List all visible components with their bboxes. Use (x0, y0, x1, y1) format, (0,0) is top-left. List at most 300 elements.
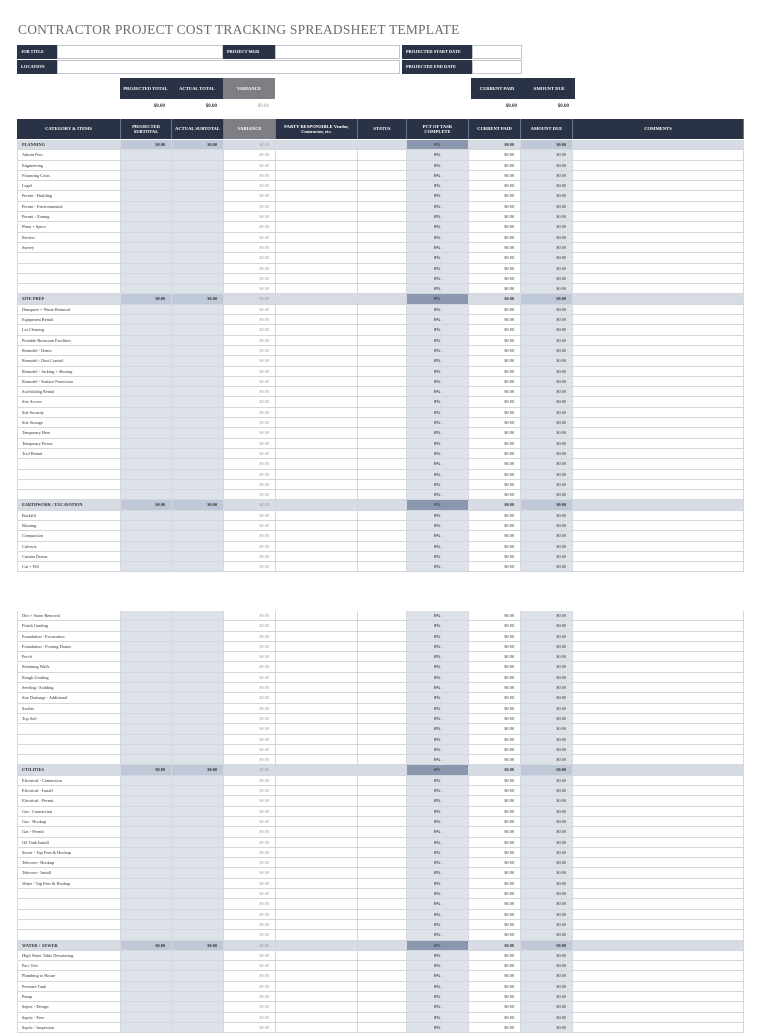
current-paid-cell[interactable]: $0.00 (469, 951, 521, 960)
projected-cell[interactable] (121, 951, 172, 960)
actual-cell[interactable] (172, 449, 224, 458)
actual-cell[interactable] (172, 274, 224, 283)
actual-cell[interactable] (172, 336, 224, 345)
projected-cell[interactable] (121, 552, 172, 561)
status-cell[interactable] (358, 470, 407, 479)
party-responsible-cell[interactable] (276, 336, 358, 345)
actual-cell[interactable] (172, 397, 224, 406)
projected-cell[interactable] (121, 683, 172, 692)
comments-cell[interactable] (573, 542, 744, 551)
current-paid-cell[interactable]: $0.00 (469, 562, 521, 571)
item-name[interactable]: Site Drainage - Additional (17, 693, 121, 702)
item-name[interactable] (17, 930, 121, 939)
comments-cell[interactable] (573, 150, 744, 159)
actual-cell[interactable] (172, 1002, 224, 1011)
comments-cell[interactable] (573, 858, 744, 867)
projected-cell[interactable] (121, 930, 172, 939)
actual-cell[interactable] (172, 253, 224, 262)
item-name[interactable]: Engineering (17, 161, 121, 170)
item-name[interactable]: Scaffolding Rental (17, 387, 121, 396)
status-cell[interactable] (358, 920, 407, 929)
item-name[interactable]: Temporary Power (17, 439, 121, 448)
comments-cell[interactable] (573, 336, 744, 345)
party-responsible-cell[interactable] (276, 284, 358, 293)
actual-cell[interactable] (172, 408, 224, 417)
party-responsible-cell[interactable] (276, 1013, 358, 1022)
item-name[interactable]: Blasting (17, 521, 121, 530)
projected-cell[interactable] (121, 1002, 172, 1011)
actual-cell[interactable] (172, 325, 224, 334)
item-name[interactable]: Foundation - Footing Drains (17, 642, 121, 651)
project-mgr-field[interactable] (275, 45, 400, 59)
item-name[interactable] (17, 490, 121, 499)
current-paid-cell[interactable]: $0.00 (469, 693, 521, 702)
projected-cell[interactable] (121, 274, 172, 283)
current-paid-cell[interactable]: $0.00 (469, 284, 521, 293)
comments-cell[interactable] (573, 428, 744, 437)
actual-cell[interactable] (172, 212, 224, 221)
item-name[interactable]: Plans + Specs (17, 222, 121, 231)
current-paid-cell[interactable]: $0.00 (469, 961, 521, 970)
current-paid-cell[interactable]: $0.00 (469, 848, 521, 857)
projected-subtotal-cell[interactable]: $0.00 (121, 765, 172, 774)
projected-cell[interactable] (121, 827, 172, 836)
comments-cell[interactable] (573, 735, 744, 744)
projected-cell[interactable] (121, 397, 172, 406)
current-paid-cell[interactable]: $0.00 (469, 992, 521, 1001)
current-paid-cell[interactable]: $0.00 (469, 673, 521, 682)
status-cell[interactable] (358, 796, 407, 805)
actual-cell[interactable] (172, 755, 224, 764)
status-cell[interactable] (358, 817, 407, 826)
actual-cell[interactable] (172, 377, 224, 386)
party-responsible-cell[interactable] (276, 693, 358, 702)
section-name[interactable]: EARTHWORK / EXCAVATION (17, 500, 121, 509)
party-responsible-cell[interactable] (276, 642, 358, 651)
actual-cell[interactable] (172, 305, 224, 314)
actual-cell[interactable] (172, 418, 224, 427)
status-cell[interactable] (358, 531, 407, 540)
party-responsible-cell[interactable] (276, 439, 358, 448)
status-cell[interactable] (358, 480, 407, 489)
party-responsible-cell[interactable] (276, 673, 358, 682)
party-responsible-cell[interactable] (276, 807, 358, 816)
projected-cell[interactable] (121, 879, 172, 888)
current-paid-cell[interactable]: $0.00 (469, 222, 521, 231)
status-cell[interactable] (358, 621, 407, 630)
projected-cell[interactable] (121, 284, 172, 293)
item-name[interactable] (17, 274, 121, 283)
projected-cell[interactable] (121, 920, 172, 929)
item-name[interactable]: Review (17, 233, 121, 242)
item-name[interactable]: Culverts (17, 542, 121, 551)
current-paid-cell[interactable]: $0.00 (469, 724, 521, 733)
current-paid-cell[interactable]: $0.00 (469, 202, 521, 211)
current-paid-cell[interactable]: $0.00 (469, 817, 521, 826)
party-responsible-cell[interactable] (276, 222, 358, 231)
party-responsible-cell[interactable] (276, 511, 358, 520)
status-cell[interactable] (358, 418, 407, 427)
status-cell[interactable] (358, 992, 407, 1001)
item-name[interactable]: Tool Rental (17, 449, 121, 458)
current-paid-cell[interactable]: $0.00 (469, 765, 521, 774)
item-name[interactable]: Portable Restroom Facilities (17, 336, 121, 345)
party-responsible-cell[interactable] (276, 879, 358, 888)
current-paid-cell[interactable]: $0.00 (469, 1013, 521, 1022)
status-cell[interactable] (358, 662, 407, 671)
status-cell[interactable] (358, 171, 407, 180)
projected-cell[interactable] (121, 243, 172, 252)
actual-cell[interactable] (172, 387, 224, 396)
status-cell[interactable] (358, 325, 407, 334)
item-name[interactable] (17, 724, 121, 733)
item-name[interactable]: Remodel - Demo (17, 346, 121, 355)
projected-cell[interactable] (121, 992, 172, 1001)
comments-cell[interactable] (573, 632, 744, 641)
projected-cell[interactable] (121, 521, 172, 530)
party-responsible-cell[interactable] (276, 315, 358, 324)
projected-cell[interactable] (121, 1013, 172, 1022)
status-cell[interactable] (358, 776, 407, 785)
projected-cell[interactable] (121, 202, 172, 211)
comments-cell[interactable] (573, 212, 744, 221)
current-paid-cell[interactable]: $0.00 (469, 387, 521, 396)
status-cell[interactable] (358, 181, 407, 190)
comments-cell[interactable] (573, 621, 744, 630)
current-paid-cell[interactable]: $0.00 (469, 827, 521, 836)
party-responsible-cell[interactable] (276, 542, 358, 551)
projected-cell[interactable] (121, 377, 172, 386)
comments-cell[interactable] (573, 439, 744, 448)
actual-cell[interactable] (172, 552, 224, 561)
projected-cell[interactable] (121, 315, 172, 324)
item-name[interactable] (17, 889, 121, 898)
party-responsible-cell[interactable] (276, 786, 358, 795)
item-name[interactable]: Permit - Environmental (17, 202, 121, 211)
projected-subtotal-cell[interactable]: $0.00 (121, 500, 172, 509)
current-paid-cell[interactable]: $0.00 (469, 408, 521, 417)
comments-cell[interactable] (573, 562, 744, 571)
projected-cell[interactable] (121, 171, 172, 180)
current-paid-cell[interactable]: $0.00 (469, 662, 521, 671)
actual-cell[interactable] (172, 868, 224, 877)
projected-cell[interactable] (121, 858, 172, 867)
actual-cell[interactable] (172, 714, 224, 723)
comments-cell[interactable] (573, 910, 744, 919)
party-responsible-cell[interactable] (276, 724, 358, 733)
current-paid-cell[interactable]: $0.00 (469, 858, 521, 867)
current-paid-cell[interactable]: $0.00 (469, 521, 521, 530)
comments-cell[interactable] (573, 961, 744, 970)
projected-cell[interactable] (121, 704, 172, 713)
actual-subtotal-cell[interactable]: $0.00 (172, 140, 224, 149)
item-name[interactable]: Pressure Tank (17, 982, 121, 991)
actual-cell[interactable] (172, 642, 224, 651)
party-responsible-cell[interactable] (276, 858, 358, 867)
actual-cell[interactable] (172, 807, 224, 816)
party-responsible-cell[interactable] (276, 212, 358, 221)
comments-cell[interactable] (573, 889, 744, 898)
current-paid-cell[interactable]: $0.00 (469, 868, 521, 877)
status-cell[interactable] (358, 346, 407, 355)
projected-cell[interactable] (121, 807, 172, 816)
current-paid-cell[interactable]: $0.00 (469, 480, 521, 489)
actual-cell[interactable] (172, 346, 224, 355)
actual-cell[interactable] (172, 367, 224, 376)
current-paid-cell[interactable]: $0.00 (469, 140, 521, 149)
current-paid-cell[interactable]: $0.00 (469, 531, 521, 540)
party-responsible-cell[interactable] (276, 714, 358, 723)
projected-cell[interactable] (121, 982, 172, 991)
item-name[interactable]: Perc Test (17, 961, 121, 970)
party-responsible-cell[interactable] (276, 776, 358, 785)
party-responsible-cell[interactable] (276, 521, 358, 530)
comments-cell[interactable] (573, 982, 744, 991)
actual-cell[interactable] (172, 459, 224, 468)
status-cell[interactable] (358, 439, 407, 448)
actual-cell[interactable] (172, 222, 224, 231)
actual-cell[interactable] (172, 817, 224, 826)
party-responsible-cell[interactable] (276, 971, 358, 980)
actual-cell[interactable] (172, 233, 224, 242)
comments-cell[interactable] (573, 500, 744, 509)
current-paid-cell[interactable]: $0.00 (469, 500, 521, 509)
current-paid-cell[interactable]: $0.00 (469, 459, 521, 468)
party-responsible-cell[interactable] (276, 387, 358, 396)
projected-cell[interactable] (121, 233, 172, 242)
actual-cell[interactable] (172, 161, 224, 170)
current-paid-cell[interactable]: $0.00 (469, 714, 521, 723)
actual-cell[interactable] (172, 621, 224, 630)
status-cell[interactable] (358, 971, 407, 980)
comments-cell[interactable] (573, 191, 744, 200)
status-cell[interactable] (358, 150, 407, 159)
actual-cell[interactable] (172, 264, 224, 273)
status-cell[interactable] (358, 765, 407, 774)
current-paid-cell[interactable]: $0.00 (469, 191, 521, 200)
comments-cell[interactable] (573, 161, 744, 170)
status-cell[interactable] (358, 858, 407, 867)
current-paid-cell[interactable]: $0.00 (469, 171, 521, 180)
projected-cell[interactable] (121, 264, 172, 273)
section-name[interactable]: PLANNING (17, 140, 121, 149)
projected-cell[interactable] (121, 848, 172, 857)
current-paid-cell[interactable]: $0.00 (469, 971, 521, 980)
actual-cell[interactable] (172, 920, 224, 929)
comments-cell[interactable] (573, 305, 744, 314)
item-name[interactable] (17, 459, 121, 468)
projected-subtotal-cell[interactable]: $0.00 (121, 140, 172, 149)
comments-cell[interactable] (573, 807, 744, 816)
party-responsible-cell[interactable] (276, 827, 358, 836)
current-paid-cell[interactable]: $0.00 (469, 982, 521, 991)
status-cell[interactable] (358, 521, 407, 530)
status-cell[interactable] (358, 879, 407, 888)
actual-cell[interactable] (172, 511, 224, 520)
comments-cell[interactable] (573, 284, 744, 293)
current-paid-cell[interactable]: $0.00 (469, 552, 521, 561)
current-paid-cell[interactable]: $0.00 (469, 889, 521, 898)
actual-subtotal-cell[interactable]: $0.00 (172, 941, 224, 950)
status-cell[interactable] (358, 562, 407, 571)
actual-cell[interactable] (172, 951, 224, 960)
status-cell[interactable] (358, 1002, 407, 1011)
party-responsible-cell[interactable] (276, 817, 358, 826)
projected-cell[interactable] (121, 336, 172, 345)
item-name[interactable] (17, 899, 121, 908)
actual-cell[interactable] (172, 930, 224, 939)
item-name[interactable] (17, 920, 121, 929)
status-cell[interactable] (358, 755, 407, 764)
projected-cell[interactable] (121, 642, 172, 651)
item-name[interactable]: Finish Grading (17, 621, 121, 630)
status-cell[interactable] (358, 367, 407, 376)
party-responsible-cell[interactable] (276, 140, 358, 149)
projected-cell[interactable] (121, 632, 172, 641)
status-cell[interactable] (358, 511, 407, 520)
comments-cell[interactable] (573, 294, 744, 303)
status-cell[interactable] (358, 408, 407, 417)
actual-cell[interactable] (172, 683, 224, 692)
projected-cell[interactable] (121, 428, 172, 437)
actual-cell[interactable] (172, 848, 224, 857)
current-paid-cell[interactable]: $0.00 (469, 632, 521, 641)
comments-cell[interactable] (573, 531, 744, 540)
comments-cell[interactable] (573, 848, 744, 857)
comments-cell[interactable] (573, 140, 744, 149)
projected-cell[interactable] (121, 776, 172, 785)
item-name[interactable]: Financing Costs (17, 171, 121, 180)
item-name[interactable]: Electrical - Connection (17, 776, 121, 785)
projected-cell[interactable] (121, 562, 172, 571)
projected-cell[interactable] (121, 470, 172, 479)
current-paid-cell[interactable]: $0.00 (469, 930, 521, 939)
item-name[interactable]: High Water Table Dewatering (17, 951, 121, 960)
party-responsible-cell[interactable] (276, 745, 358, 754)
projected-cell[interactable] (121, 253, 172, 262)
party-responsible-cell[interactable] (276, 951, 358, 960)
projected-cell[interactable] (121, 868, 172, 877)
status-cell[interactable] (358, 786, 407, 795)
status-cell[interactable] (358, 161, 407, 170)
status-cell[interactable] (358, 542, 407, 551)
party-responsible-cell[interactable] (276, 449, 358, 458)
current-paid-cell[interactable]: $0.00 (469, 346, 521, 355)
actual-cell[interactable] (172, 786, 224, 795)
comments-cell[interactable] (573, 745, 744, 754)
comments-cell[interactable] (573, 202, 744, 211)
current-paid-cell[interactable]: $0.00 (469, 367, 521, 376)
status-cell[interactable] (358, 714, 407, 723)
party-responsible-cell[interactable] (276, 233, 358, 242)
item-name[interactable]: Site Security (17, 408, 121, 417)
actual-cell[interactable] (172, 910, 224, 919)
comments-cell[interactable] (573, 879, 744, 888)
status-cell[interactable] (358, 305, 407, 314)
item-name[interactable]: Septic - Fees (17, 1013, 121, 1022)
comments-cell[interactable] (573, 325, 744, 334)
item-name[interactable]: Permit - Zoning (17, 212, 121, 221)
item-name[interactable]: Plumbing to House (17, 971, 121, 980)
projected-cell[interactable] (121, 418, 172, 427)
projected-cell[interactable] (121, 693, 172, 702)
comments-cell[interactable] (573, 490, 744, 499)
current-paid-cell[interactable]: $0.00 (469, 470, 521, 479)
comments-cell[interactable] (573, 776, 744, 785)
actual-cell[interactable] (172, 838, 224, 847)
party-responsible-cell[interactable] (276, 611, 358, 620)
actual-cell[interactable] (172, 693, 224, 702)
status-cell[interactable] (358, 284, 407, 293)
actual-cell[interactable] (172, 181, 224, 190)
projected-cell[interactable] (121, 724, 172, 733)
item-name[interactable]: Temporary Heat (17, 428, 121, 437)
party-responsible-cell[interactable] (276, 470, 358, 479)
party-responsible-cell[interactable] (276, 408, 358, 417)
party-responsible-cell[interactable] (276, 552, 358, 561)
start-date-field[interactable] (472, 45, 522, 59)
comments-cell[interactable] (573, 662, 744, 671)
projected-cell[interactable] (121, 212, 172, 221)
actual-cell[interactable] (172, 542, 224, 551)
actual-cell[interactable] (172, 191, 224, 200)
party-responsible-cell[interactable] (276, 459, 358, 468)
current-paid-cell[interactable]: $0.00 (469, 418, 521, 427)
actual-cell[interactable] (172, 889, 224, 898)
status-cell[interactable] (358, 848, 407, 857)
item-name[interactable] (17, 253, 121, 262)
status-cell[interactable] (358, 889, 407, 898)
comments-cell[interactable] (573, 1023, 744, 1032)
party-responsible-cell[interactable] (276, 982, 358, 991)
comments-cell[interactable] (573, 1013, 744, 1022)
status-cell[interactable] (358, 315, 407, 324)
actual-cell[interactable] (172, 1023, 224, 1032)
comments-cell[interactable] (573, 765, 744, 774)
status-cell[interactable] (358, 1013, 407, 1022)
job-title-field[interactable] (57, 45, 223, 59)
status-cell[interactable] (358, 428, 407, 437)
item-name[interactable] (17, 470, 121, 479)
party-responsible-cell[interactable] (276, 428, 358, 437)
item-name[interactable]: Legal (17, 181, 121, 190)
current-paid-cell[interactable]: $0.00 (469, 941, 521, 950)
actual-cell[interactable] (172, 827, 224, 836)
section-name[interactable]: SITE PREP (17, 294, 121, 303)
item-name[interactable]: Admin Fees (17, 150, 121, 159)
actual-cell[interactable] (172, 899, 224, 908)
item-name[interactable]: Dirt + Stone Removal (17, 611, 121, 620)
status-cell[interactable] (358, 838, 407, 847)
projected-cell[interactable] (121, 796, 172, 805)
comments-cell[interactable] (573, 1002, 744, 1011)
actual-cell[interactable] (172, 776, 224, 785)
status-cell[interactable] (358, 807, 407, 816)
comments-cell[interactable] (573, 930, 744, 939)
projected-cell[interactable] (121, 181, 172, 190)
status-cell[interactable] (358, 243, 407, 252)
party-responsible-cell[interactable] (276, 930, 358, 939)
status-cell[interactable] (358, 212, 407, 221)
current-paid-cell[interactable]: $0.00 (469, 305, 521, 314)
item-name[interactable]: Remodel - Dust Control (17, 356, 121, 365)
status-cell[interactable] (358, 253, 407, 262)
comments-cell[interactable] (573, 367, 744, 376)
status-cell[interactable] (358, 868, 407, 877)
item-name[interactable] (17, 745, 121, 754)
actual-cell[interactable] (172, 673, 224, 682)
status-cell[interactable] (358, 899, 407, 908)
